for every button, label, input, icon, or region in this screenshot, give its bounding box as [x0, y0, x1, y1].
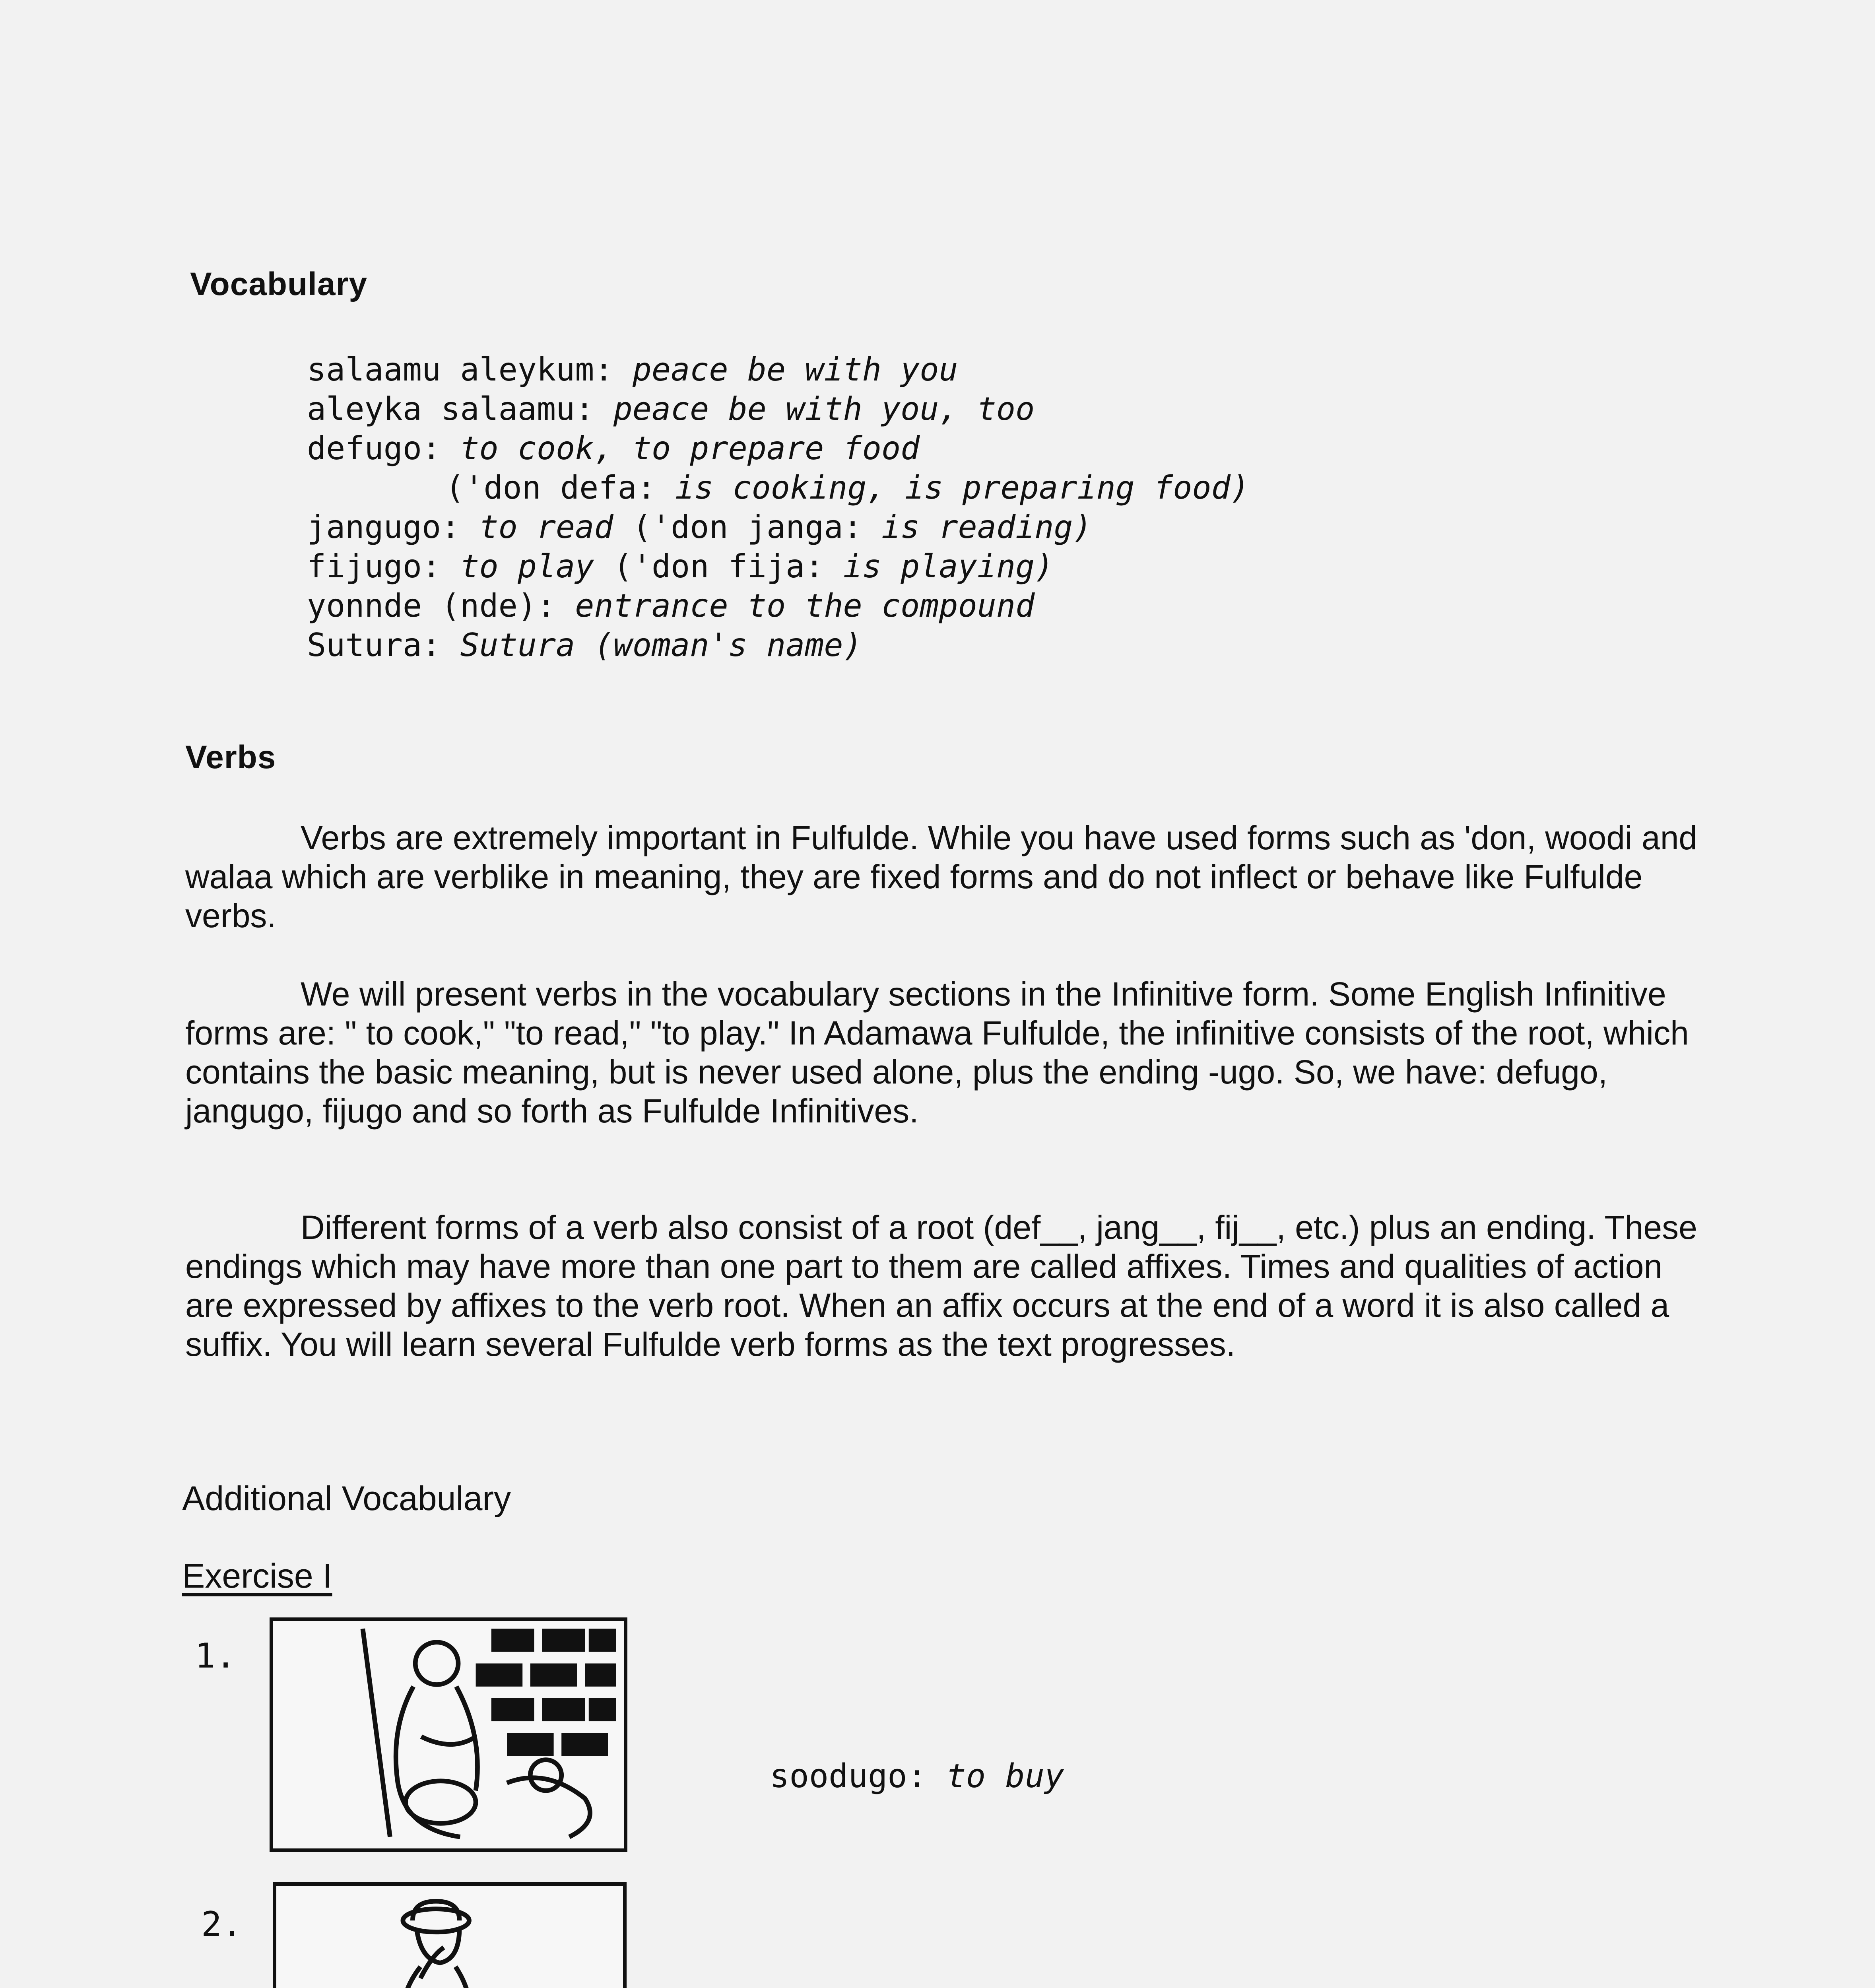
exercise-item-caption [770, 1757, 1064, 1795]
vocab-term: fijugo: [307, 548, 441, 585]
vocab-term: salaamu aleykum: [307, 351, 613, 388]
exercise-item-number: 1. [195, 1636, 236, 1676]
vocab-gloss: peace be with you, too [613, 390, 1035, 427]
vocab-entry [307, 350, 958, 389]
vocab-gloss: Sutura (woman's name) [460, 627, 862, 664]
vocab-gloss: peace be with you [632, 351, 958, 388]
vocab-term: ('don defa: [445, 469, 656, 506]
vocab-term: defugo: [307, 430, 441, 467]
exercise-item-gloss: to buy [946, 1757, 1064, 1795]
vocab-entry [307, 586, 1035, 625]
vocab-gloss: entrance to the compound [575, 587, 1035, 624]
market-seller-illustration-icon [270, 1617, 627, 1852]
exercise-item-term: soodugo: [770, 1757, 927, 1795]
vocab-term: aleyka salaamu: [307, 390, 594, 427]
verbs-paragraph: We will present verbs in the vocabulary sections in the Infinitive form. Some English Infinitive forms are: " to cook," "to read," "to play." In Adamawa Fulfulde, the infinitive consists of the root, which contains the basic meaning, but is never used alone, plus the ending -ugo. So, we have: defugo, jangugo, fijugo and so forth as Fulfulde Infinitives. [185, 975, 1689, 1130]
vocab-extra-gloss: is playing) [843, 548, 1054, 585]
vocab-entry [445, 468, 1250, 507]
vocab-extra-term: ('don janga: [632, 509, 862, 546]
verbs-heading: Verbs [185, 739, 276, 775]
vocab-term: jangugo: [307, 509, 460, 546]
vocab-gloss: is cooking, is preparing food) [675, 469, 1250, 506]
vocab-gloss: to cook, to prepare food [460, 430, 920, 467]
exercise-title: Exercise I [182, 1557, 332, 1595]
additional-vocabulary-heading: Additional Vocabulary [182, 1479, 511, 1518]
vocab-extra-gloss: is reading) [881, 509, 1092, 546]
vocab-entry [307, 429, 920, 468]
vocab-extra-term: ('don fija: [613, 548, 824, 585]
vocab-entry [307, 389, 1035, 429]
exercise-item-number: 2. [201, 1905, 243, 1944]
vocab-gloss: to play [460, 548, 594, 585]
vocab-entry [307, 547, 1054, 586]
verbs-paragraph: Different forms of a verb also consist of a root (def__, jang__, fij__, etc.) plus an ending. These endings which may have more than one part to them are called affixes. Times and qualities of action are expressed by affixes to the verb root. When an affix occurs at the end of a word it is also called a suffix. You will learn several Fulfulde verb forms as the text progresses. [185, 1209, 1697, 1363]
vocab-term: yonnde (nde): [307, 587, 556, 624]
vocab-gloss: to read [479, 509, 613, 546]
vocab-entry [307, 625, 862, 665]
vocab-term: Sutura: [307, 627, 441, 664]
verbs-paragraph: Verbs are extremely important in Fulfulde. While you have used forms such as 'don, woodi and walaa which are verblike in meaning, they are fixed forms and do not inflect or behave like Fulfulde verbs. [185, 819, 1698, 934]
vocabulary-heading: Vocabulary [190, 266, 367, 302]
vocab-entry [307, 507, 1092, 547]
man-eating-illustration-icon [273, 1882, 627, 1988]
